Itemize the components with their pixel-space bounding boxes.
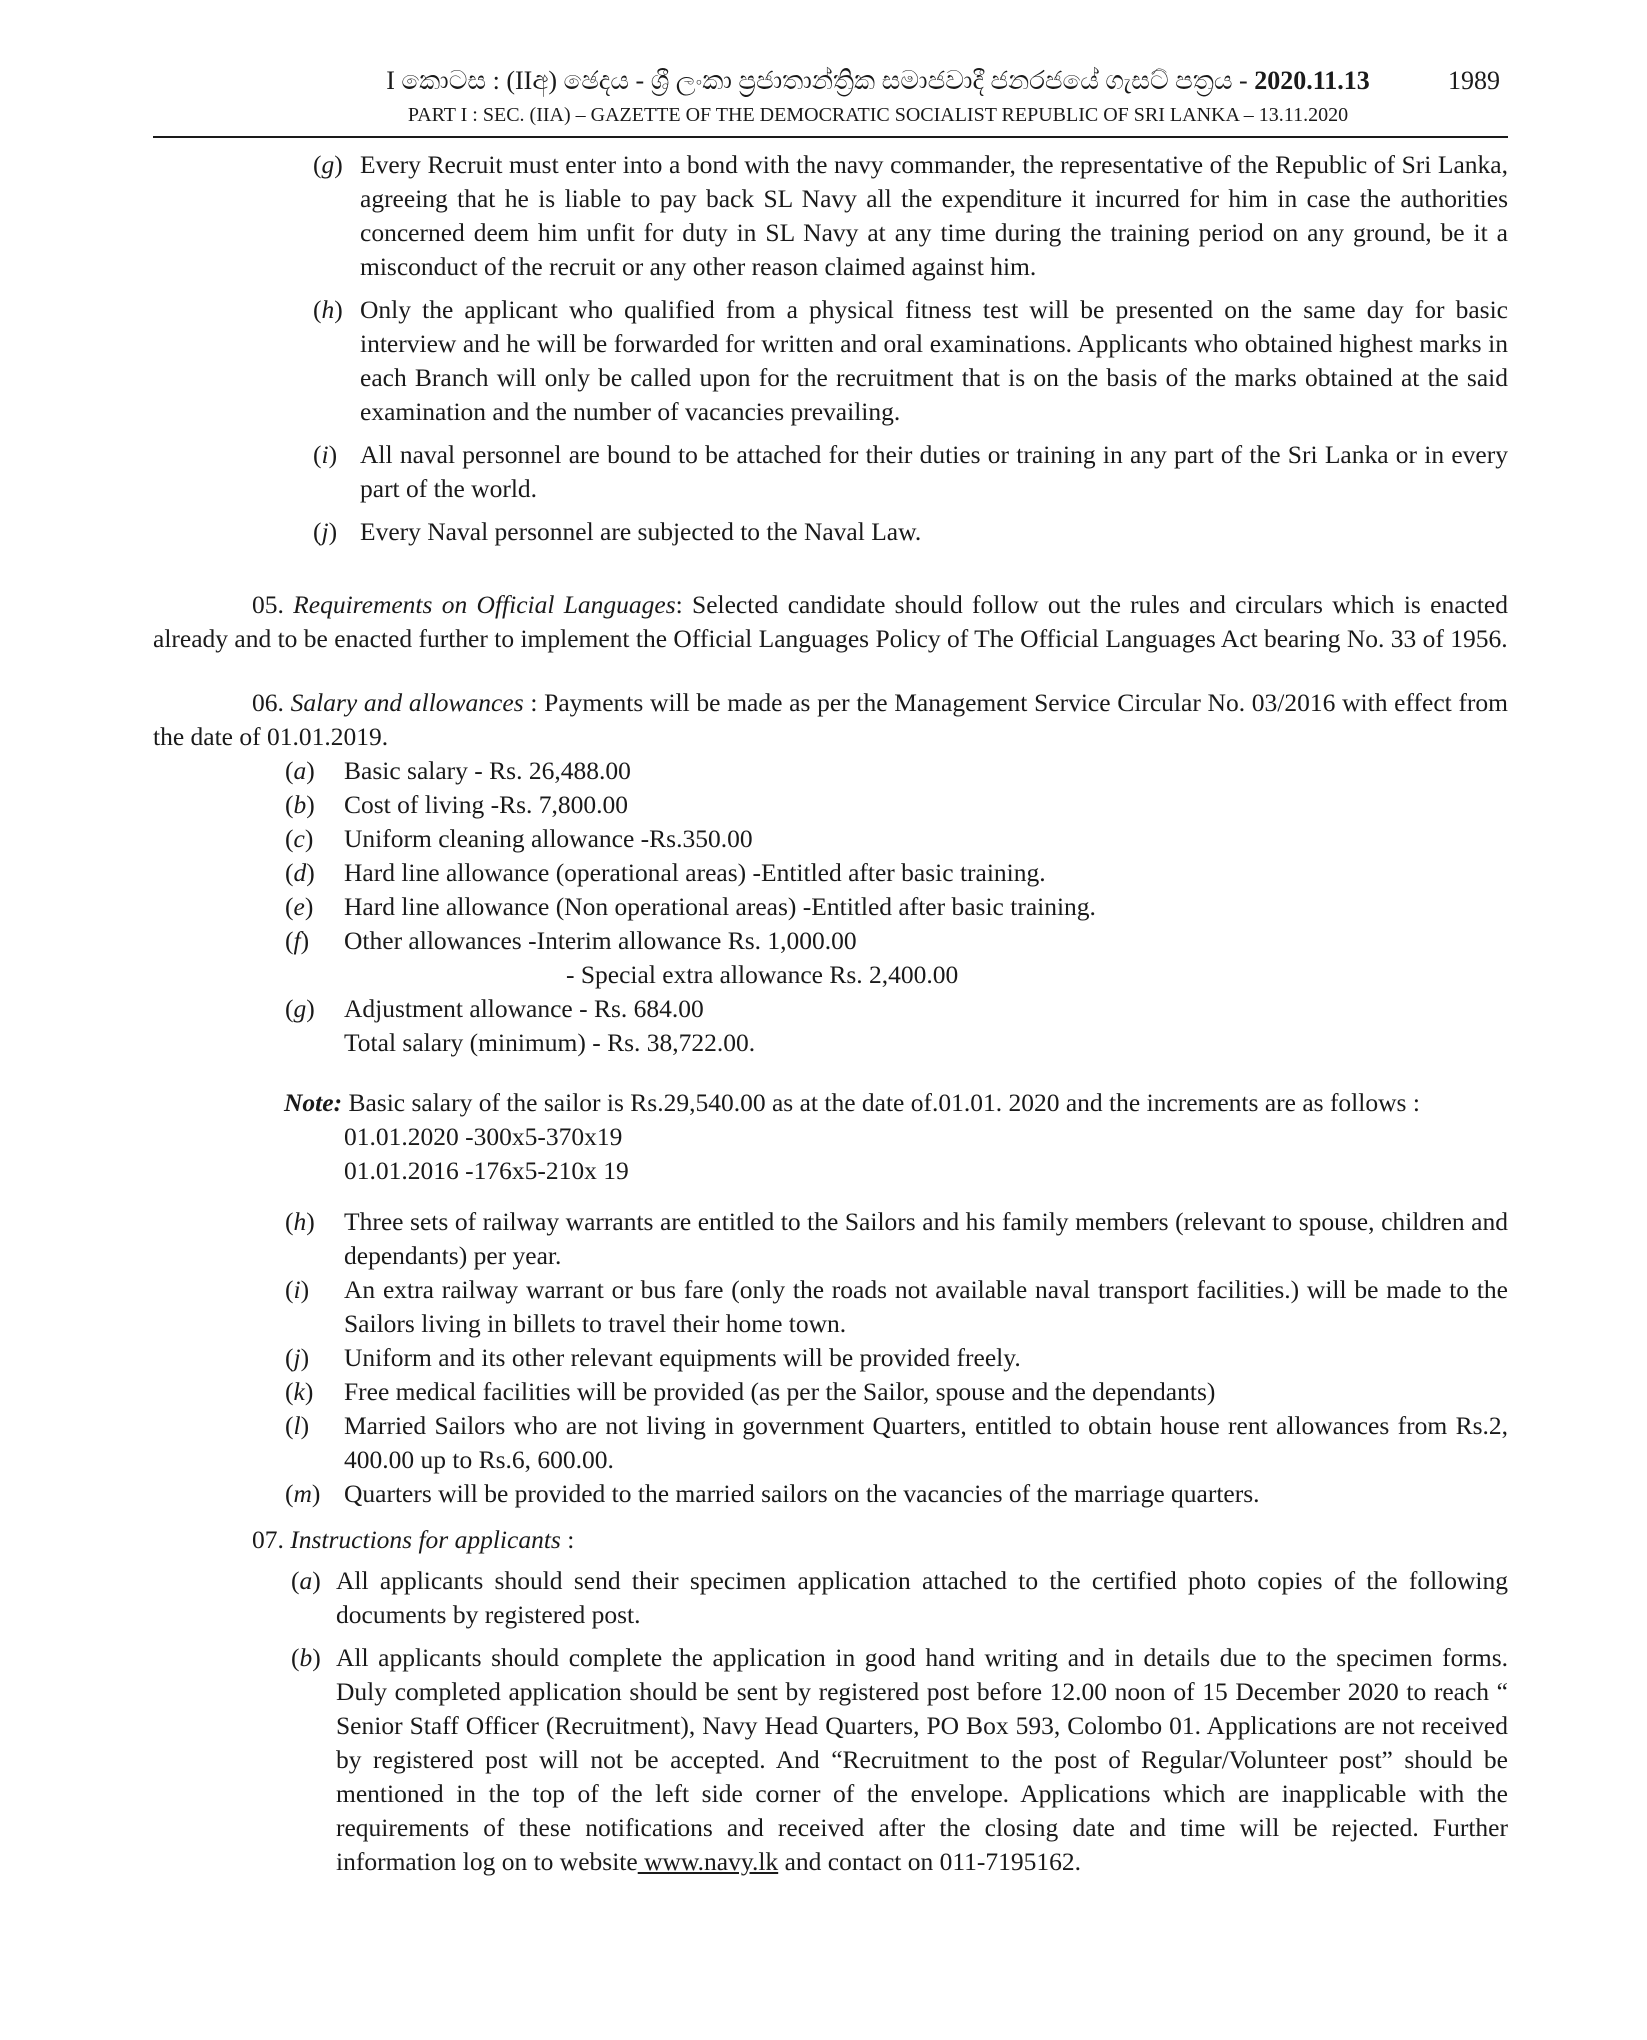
item-label: (k): [285, 1377, 314, 1406]
item-text: All applicants should send their specimen application attached to the certified photo copies of the following documents by registered post.: [336, 1566, 1508, 1629]
salary-items: [153, 754, 1508, 1060]
header-divider: [153, 136, 1508, 138]
list-item: [153, 992, 1508, 1026]
list-item: [153, 1375, 1508, 1409]
section-5-paragraph: [153, 588, 1508, 656]
header-sinhala-date: 2020.11.13: [1254, 66, 1370, 95]
item-text: Hard line allowance (Non operational areas) -Entitled after basic training.: [344, 892, 1096, 921]
section-heading: Requirements on Official Languages: [293, 590, 676, 619]
instruction-items: [153, 1564, 1508, 1879]
item-text: All applicants should complete the application in good hand writing and in details due to the specimen forms. Duly completed application should be sent by registered post before 12.00 noon of 15 December 2020 to reach “ Senior Staff Officer (Recruitment), Navy Head Quarters, PO Box 593, Colombo 01. Applications are not received by registered post will not be accepted. And “Recruitment to the post of Regular/Volunteer post” should be mentioned in the top of the left side corner of the envelope. Applications which are inapplicable with the requirements of these notifications and received after the closing date and time will be rejected. Further information log on to website: [336, 1643, 1508, 1876]
item-label: (m): [285, 1479, 321, 1508]
item-text: Free medical facilities will be provided (as per the Sailor, spouse and the dependants): [344, 1377, 1216, 1406]
item-text: Every Naval personnel are subjected to the Naval Law.: [360, 517, 922, 546]
item-label: (j): [285, 1343, 310, 1372]
item-label: (g): [285, 994, 315, 1023]
header-sinhala: [348, 66, 1408, 97]
section-heading: Salary and allowances: [290, 688, 524, 717]
item-label: (h): [313, 295, 343, 324]
list-item: [153, 788, 1508, 822]
header-sinhala-prefix: I කොටස : (IIඅ) ඡෙදය - ශ්‍රී ලංකා ප්‍රජාතාන්ත්‍රික සමාජවාදී ජනරජයේ ගැසට් පත්‍රය -: [386, 66, 1255, 95]
header-english: PART I : SEC. (IIA) – GAZETTE OF THE DEMOCRATIC SOCIALIST REPUBLIC OF SRI LANKA – 13.11.2020: [407, 104, 1349, 126]
item-label: (i): [285, 1275, 310, 1304]
list-item: [153, 438, 1508, 506]
section-number: 07.: [252, 1525, 284, 1554]
list-item: [153, 1273, 1508, 1341]
note-label: Note:: [284, 1088, 343, 1117]
list-item: [153, 890, 1508, 924]
section-heading: Instructions for applicants: [290, 1525, 561, 1554]
item-label: (a): [285, 756, 315, 785]
item-label: (g): [313, 150, 343, 179]
item-text-suffix: and contact on 011-7195162.: [778, 1847, 1082, 1876]
item-f-continuation: - Special extra allowance Rs. 2,400.00: [566, 960, 959, 989]
item-text: Every Recruit must enter into a bond with the navy commander, the representative of the Republic of Sri Lanka, agreeing that he is liable to pay back SL Navy all the expenditure it incurred for him in case the authorities concerned deem him unfit for duty in SL Navy at any time during the training period on any ground, be it a misconduct of the recruit or any other reason claimed against him.: [360, 150, 1508, 281]
list-item: [153, 1409, 1508, 1477]
list-item: [153, 822, 1508, 856]
list-item: [153, 1641, 1508, 1879]
list-item: [153, 856, 1508, 890]
item-label: (i): [313, 440, 338, 469]
item-text: Married Sailors who are not living in government Quarters, entitled to obtain house rent allowances from Rs.2, 400.00 up to Rs.6, 600.00.: [344, 1411, 1508, 1474]
item-label: (j): [313, 517, 338, 546]
page-number: 1989: [1448, 66, 1500, 95]
list-item: [153, 1564, 1508, 1632]
item-label: (a): [291, 1566, 321, 1595]
increment-line: 01.01.2016 -176x5-210x 19: [344, 1156, 629, 1185]
item-text: All naval personnel are bound to be attached for their duties or training in any part of the Sri Lanka or in every part of the world.: [360, 440, 1508, 503]
section-text: : Selected candidate should follow out the rules and circulars which is enacted already and to be enacted further to implement the Official Languages Policy of The Official Languages Act bearing No. 33 of 1956.: [153, 590, 1508, 653]
benefit-items: [153, 1205, 1508, 1511]
item-text: Hard line allowance (operational areas) -Entitled after basic training.: [344, 858, 1046, 887]
item-text: Uniform and its other relevant equipments will be provided freely.: [344, 1343, 1021, 1372]
list-item: [153, 293, 1508, 429]
increment-line: 01.01.2020 -300x5-370x19: [344, 1122, 623, 1151]
item-label: (b): [291, 1643, 321, 1672]
item-text: An extra railway warrant or bus fare (only the roads not available naval transport facilities.) will be made to the Sailors living in billets to travel their home town.: [344, 1275, 1508, 1338]
section-number: 06.: [252, 688, 284, 717]
list-item: [153, 148, 1508, 284]
section-6-paragraph: [153, 686, 1508, 754]
total-salary: Total salary (minimum) - Rs. 38,722.00.: [344, 1028, 756, 1057]
document-body: [153, 148, 1508, 1888]
section-7-heading: 07. Instructions for applicants :: [252, 1525, 575, 1554]
list-item: [153, 1477, 1508, 1511]
note-text: Basic salary of the sailor is Rs.29,540.00 as at the date of.01.01. 2020 and the increments are as follows :: [342, 1088, 1420, 1117]
item-label: (f): [285, 926, 310, 955]
section-4-items: [153, 148, 1508, 549]
website-link[interactable]: www.navy.lk: [637, 1847, 779, 1876]
list-item: [153, 1341, 1508, 1375]
list-item: [153, 515, 1508, 549]
item-label: (c): [285, 824, 314, 853]
item-text: Other allowances -Interim allowance Rs. 1,000.00: [344, 926, 857, 955]
list-item: [153, 1205, 1508, 1273]
item-label: (h): [285, 1207, 315, 1236]
section-number: 05.: [252, 590, 284, 619]
item-text: Basic salary - Rs. 26,488.00: [344, 756, 631, 785]
item-label: (d): [285, 858, 315, 887]
list-item: [153, 924, 1508, 958]
item-text: Adjustment allowance - Rs. 684.00: [344, 994, 704, 1023]
section-text: : Payments will be made as per the Management Service Circular No. 03/2016 with effect from the date of 01.01.2019.: [153, 688, 1509, 751]
item-text: Cost of living -Rs. 7,800.00: [344, 790, 629, 819]
item-text: Only the applicant who qualified from a physical fitness test will be presented on the same day for basic interview and he will be forwarded for written and oral examinations. Applicants who obtained highest marks in each Branch will only be called upon for the recruitment that is on the basis of the marks obtained at the said examination and the number of vacancies prevailing.: [360, 295, 1508, 426]
item-text: Three sets of railway warrants are entitled to the Sailors and his family members (relevant to spouse, children and dependants) per year.: [344, 1207, 1508, 1270]
item-label: (l): [285, 1411, 310, 1440]
item-text: Quarters will be provided to the married sailors on the vacancies of the marriage quarters.: [344, 1479, 1260, 1508]
item-label: (b): [285, 790, 315, 819]
item-text: Uniform cleaning allowance -Rs.350.00: [344, 824, 753, 853]
list-item: [153, 754, 1508, 788]
item-label: (e): [285, 892, 314, 921]
salary-note: [153, 1086, 1508, 1120]
